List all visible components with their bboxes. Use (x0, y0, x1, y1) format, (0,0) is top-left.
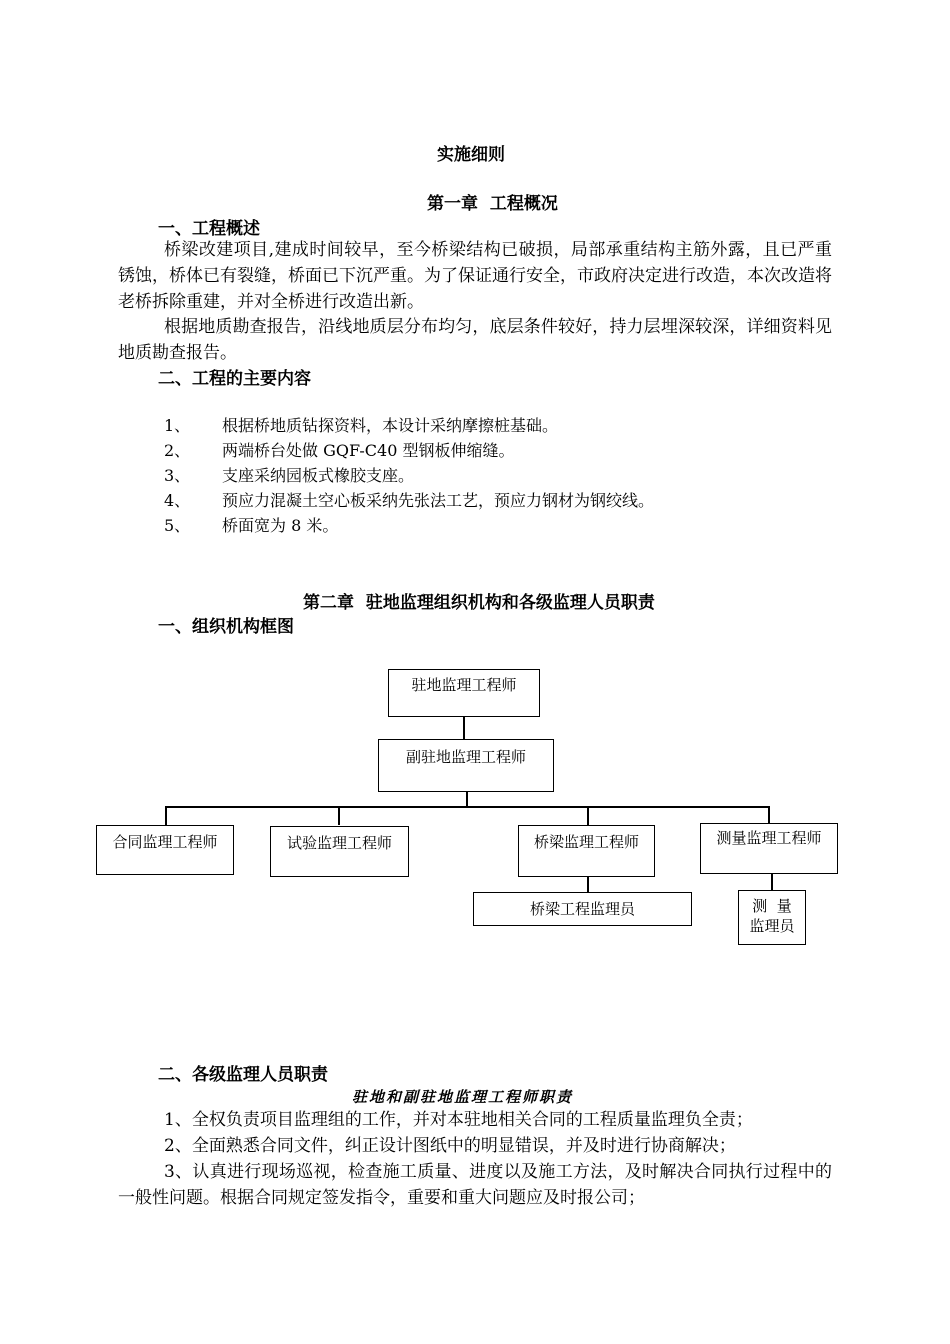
org-box-deputy (378, 739, 554, 792)
list-item-text: 桥面宽为 8 米。 (222, 516, 339, 535)
duty-item-3: 3、认真进行现场巡视，检查施工质量、进度以及施工方法，及时解决合同执行过程中的一般性问题。根据合同规定签发指令，重要和重大问题应及时报公司； (118, 1162, 832, 1208)
org-horizontal-bus (165, 806, 769, 808)
org-box-survey-staff (738, 890, 806, 945)
org-connector (463, 717, 465, 739)
list-item-number: 3、 (164, 466, 191, 485)
org-label-survey-staff-line1: 测 量 (752, 897, 792, 915)
org-connector (587, 877, 589, 892)
duty-item-1: 1、全权负责项目监理组的工作，并对本驻地相关合同的工程质量监理负全责； (164, 1110, 753, 1130)
org-label-survey-staff-line2: 监理员 (749, 917, 795, 935)
section-heading-org-chart: 一、组织机构框图 (158, 617, 294, 637)
org-box-survey (700, 823, 838, 874)
org-label-test: 试验监理工程师 (286, 834, 392, 852)
chapter-1-title: 第一章 工程概况 (427, 194, 558, 214)
org-connector (771, 874, 773, 890)
list-item-text: 支座采纳园板式橡胶支座。 (222, 466, 415, 485)
org-box-bridge (518, 825, 655, 877)
overview-paragraph-1: 桥梁改建项目,建成时间较早，至今桥梁结构已破损，局部承重结构主筋外露，且已严重锈蚀，桥体已有裂缝，桥面已下沉严重。为了保证通行安全，市政府决定进行改造，本次改造将老桥拆除重建，并对全桥进行改造出新。 (118, 240, 832, 312)
duty-item-2: 2、全面熟悉合同文件，纠正设计图纸中的明显错误，并及时进行协商解决； (164, 1136, 736, 1156)
document-title: 实施细则 (437, 145, 505, 165)
org-label-deputy: 副驻地监理工程师 (405, 748, 526, 766)
org-box-test (270, 826, 409, 877)
org-label-bridge-staff: 桥梁工程监理员 (529, 900, 635, 918)
list-item-number: 4、 (164, 491, 191, 510)
list-item-number: 1、 (164, 416, 191, 435)
list-item-text: 两端桥台处做 GQF-C40 型钢板伸缩缝。 (222, 441, 515, 460)
chapter-2-title: 第二章 驻地监理组织机构和各级监理人员职责 (303, 593, 655, 613)
section-heading-overview: 一、工程概述 (158, 219, 260, 239)
section-heading-main-content: 二、工程的主要内容 (158, 369, 311, 389)
overview-paragraph-2: 根据地质勘查报告，沿线地质层分布均匀，底层条件较好，持力层埋深较深，详细资料见地质勘查报告。 (118, 317, 832, 363)
org-label-chief: 驻地监理工程师 (411, 676, 517, 694)
org-box-contract (96, 825, 234, 875)
org-connector (338, 806, 340, 825)
section-heading-duties: 二、各级监理人员职责 (158, 1065, 328, 1085)
list-item-text: 根据桥地质钻探资料，本设计采纳摩擦桩基础。 (222, 416, 559, 435)
duties-subtitle: 驻地和副驻地监理工程师职责 (352, 1088, 574, 1106)
org-connector (165, 806, 167, 825)
org-label-bridge: 桥梁监理工程师 (533, 833, 639, 851)
org-connector (768, 806, 770, 823)
list-item-number: 2、 (164, 441, 191, 460)
org-label-contract: 合同监理工程师 (112, 833, 218, 851)
org-connector (587, 806, 589, 825)
list-item-number: 5、 (164, 516, 191, 535)
org-box-chief (388, 669, 540, 717)
org-connector (466, 792, 468, 807)
list-item-text: 预应力混凝土空心板采纳先张法工艺，预应力钢材为钢绞线。 (222, 491, 655, 510)
org-box-bridge-staff (473, 892, 692, 926)
org-label-survey: 测量监理工程师 (716, 829, 822, 847)
